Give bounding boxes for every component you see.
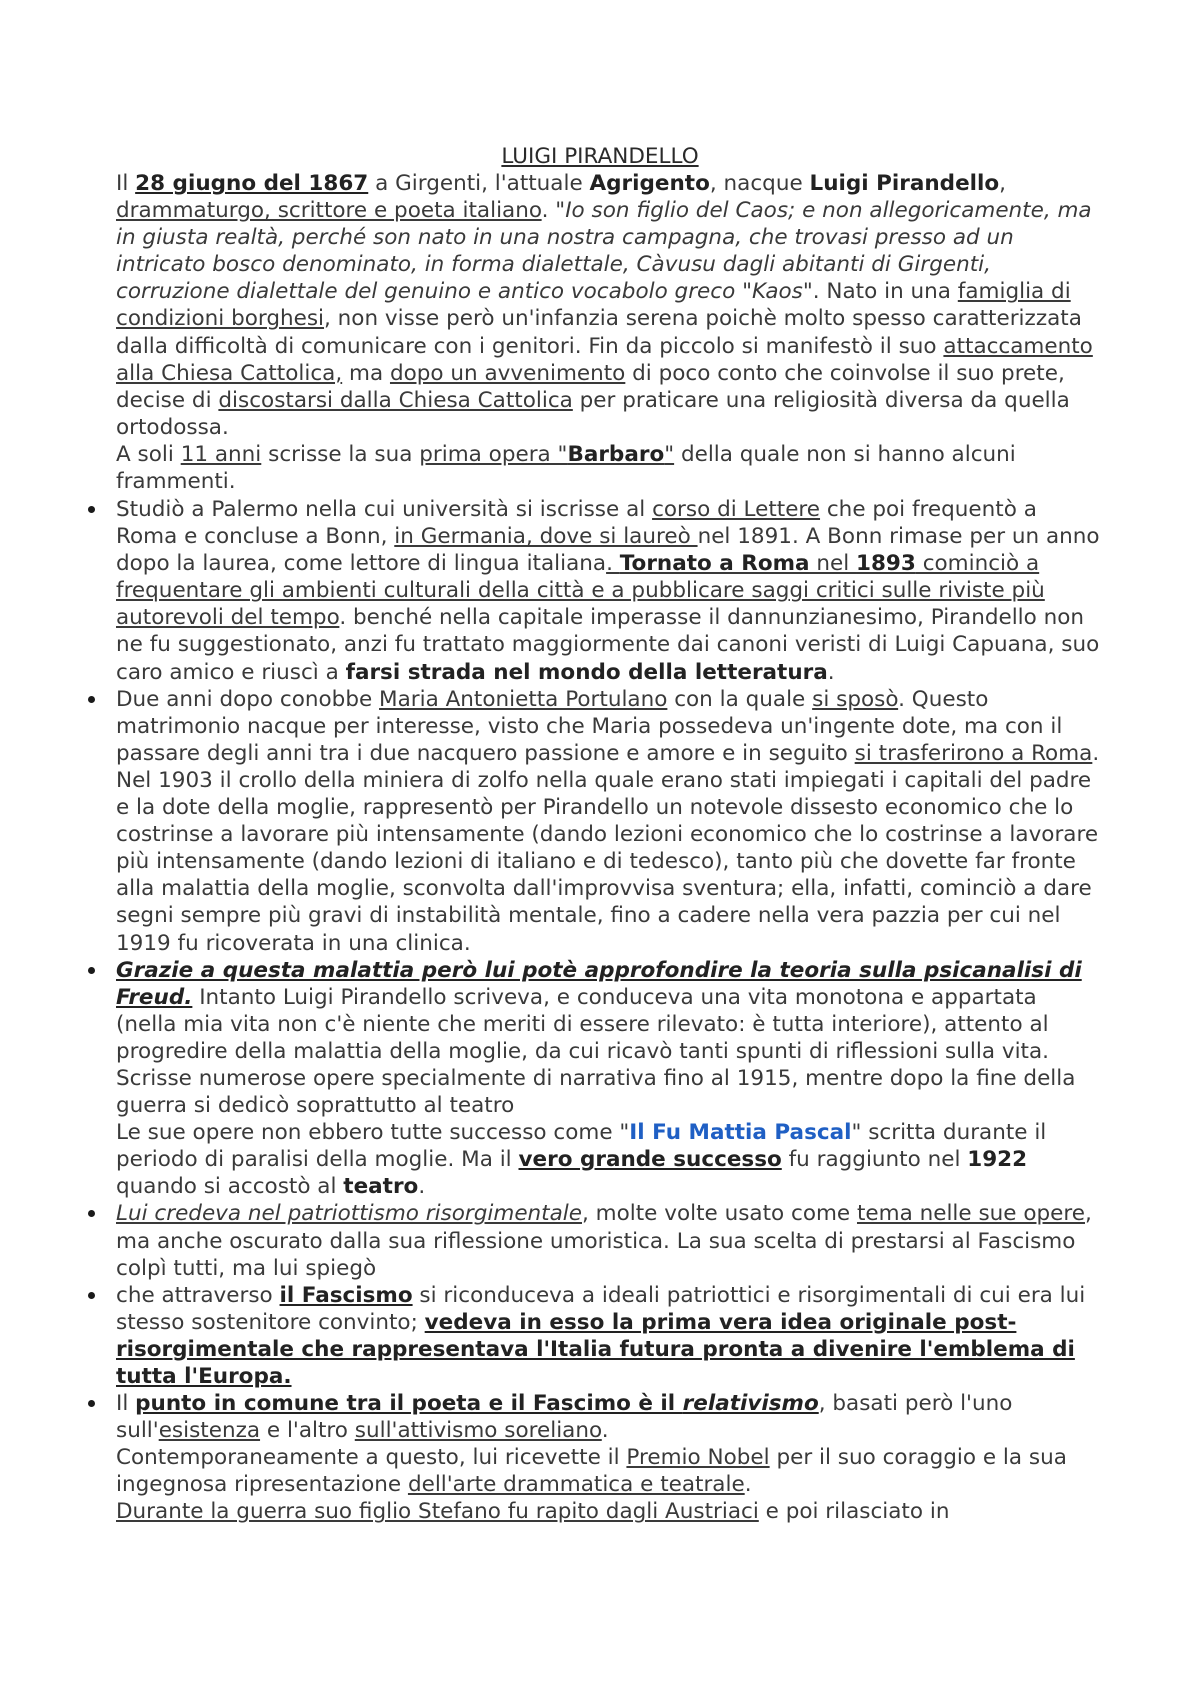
text: Due anni dopo conobbe bbox=[116, 686, 380, 712]
text: Contemporaneamente a questo, lui ricevette il bbox=[116, 1445, 627, 1471]
nobel-phrase: Premio Nobel bbox=[626, 1445, 770, 1471]
text: " scritta durante il periodo di paralisi della moglie. Ma il bbox=[116, 1120, 1047, 1173]
strada-phrase: farsi strada nel mondo della letteratura bbox=[345, 659, 828, 685]
text: A soli bbox=[116, 441, 181, 467]
text: . bbox=[744, 1472, 752, 1498]
text: Intanto Luigi Pirandello scriveva, e conduceva una vita monotona e appartata (nella mia vita non c'è niente che meriti di essere rilevato: è tutta interiore), attento al progredire della malattia della moglie, da cui ricavò tanti spunti di riflessioni sulla vita. Scrisse numerose opere specialmente di narrativa fino al 1915, mentre dopo la fine della guerra si dedicò soprattutto al teatro bbox=[116, 984, 1076, 1119]
rome-bold: Tornato a Roma bbox=[619, 551, 810, 577]
text: per il suo coraggio e la sua ingegnosa ripresentazione bbox=[116, 1445, 1067, 1498]
text: per praticare una religiosità diversa da quella ortodossa. bbox=[116, 387, 1070, 440]
list-continuation bbox=[116, 1119, 1102, 1200]
text: , molte volte usato come bbox=[582, 1201, 857, 1227]
text: quando si accostò al bbox=[116, 1174, 344, 1200]
text: scrisse la sua bbox=[261, 441, 420, 467]
list-item bbox=[116, 496, 1102, 686]
activism-phrase: sull'attivismo soreliano bbox=[354, 1418, 602, 1444]
text: fu raggiunto nel bbox=[781, 1147, 968, 1173]
idea-phrase: vedeva in esso la prima vera idea originale post-risorgimentale che rappresentava l'Italia futura pronta a divenire l'emblema di tutta l'Europa. bbox=[116, 1309, 1075, 1389]
text: . Nel 1903 il crollo della miniera di zolfo nella quale erano stati impiegati i capitali del padre e la dote della moglie, rappresentò per Pirandello un notevole dissesto economico che lo costrinse a lavorare più intensamente (dando lezioni economico che lo costrinse a lavorare più intensamente (dando lezioni di italiano e di tedesco), tanto più che dovette far fronte alla malattia della moglie, sconvolta dall'improvvisa sventura; ella, infatti, cominciò a dare segni sempre più gravi di instabilità mentale, fino a cadere nella vera pazzia per cui nel 1919 fu ricoverata in una clinica. bbox=[116, 740, 1100, 956]
list-item bbox=[116, 686, 1102, 957]
patriot-phrase: Lui credeva nel patriottismo risorgimentale bbox=[116, 1201, 582, 1227]
event-phrase: dopo un avvenimento bbox=[389, 360, 626, 386]
text: . bbox=[606, 551, 620, 577]
text: Studiò a Palermo nella cui università si iscrisse al bbox=[116, 497, 653, 522]
existence-word: esistenza bbox=[158, 1418, 261, 1444]
married-phrase: si sposò bbox=[812, 686, 899, 712]
theme-phrase: tema nelle sue opere bbox=[856, 1201, 1085, 1227]
detach-phrase: discostarsi dalla Chiesa Cattolica bbox=[218, 387, 573, 413]
page-title: LUIGI PIRANDELLO bbox=[501, 144, 699, 169]
teatro-word: teatro bbox=[343, 1174, 419, 1200]
bullet-list bbox=[116, 496, 1102, 1526]
quote-text: Io son figlio del Caos; e non allegoricamente, ma in giusta realtà, perché son nato in una nostra campagna, che trovasi presso ad un intricato bosco denominato, in forma dialettale, Càvusu dagli abitanti di Girgenti, corruzione dialettale del genuino e antico vocabolo greco bbox=[116, 198, 1092, 305]
freud-phrase: Grazie a questa malattia però lui potè approfondire la teoria sulla psicanalisi di Freud. bbox=[116, 957, 1082, 1010]
text: , bbox=[999, 171, 1007, 196]
text: nel 1891. A Bonn rimase per un anno dopo la laurea, come lettore di lingua italiana bbox=[116, 524, 1100, 577]
text: ma bbox=[342, 360, 390, 386]
text: " bbox=[735, 279, 752, 305]
fascism-phrase: il Fascismo bbox=[279, 1282, 413, 1308]
list-item bbox=[116, 1200, 1102, 1281]
war-phrase: Durante la guerra suo figlio Stefano fu rapito dagli Austriaci bbox=[116, 1499, 759, 1525]
kaos-word: Kaos bbox=[751, 279, 803, 305]
text: e l'altro bbox=[260, 1418, 355, 1444]
moved-phrase: si trasferirono a Roma bbox=[854, 740, 1093, 766]
text: , nacque bbox=[709, 171, 810, 196]
text: . benché nella capitale imperasse il dannunzianesimo, Pirandello non ne fu suggestionato, anzi fu trattato maggiormente dai canoni veristi di Luigi Capuana, suo caro amico e riuscì a bbox=[116, 605, 1100, 685]
text: della quale non si hanno alcuni frammenti. bbox=[116, 441, 1016, 495]
text: e poi rilasciato in bbox=[758, 1499, 950, 1525]
text: , basati però l'uno sull' bbox=[116, 1391, 1013, 1444]
text: , non visse però un'infanzia serena poichè molto spesso caratterizzata dalla difficoltà di comunicare con i genitori. Fin da piccolo si manifestò il suo bbox=[116, 306, 1082, 359]
author-roles: drammaturgo, scrittore e poeta italiano bbox=[116, 198, 542, 224]
list-item bbox=[116, 1282, 1102, 1390]
text: di poco conto che coinvolse il suo prete, decise di bbox=[116, 360, 1065, 413]
text: , ma anche oscurato dalla sua riflessione umoristica. La sua scelta di prestarsi al Fascismo colpì tutti, ma lui spiegò bbox=[116, 1201, 1092, 1281]
text: che poi frequentò a Roma e concluse a Bonn, bbox=[116, 497, 1037, 550]
barbaro-title: Barbaro bbox=[567, 441, 665, 467]
intro-paragraph bbox=[116, 170, 1102, 495]
text: che attraverso bbox=[116, 1282, 280, 1308]
first-work-phrase bbox=[419, 442, 674, 467]
city-name: Agrigento bbox=[589, 171, 710, 196]
text: . bbox=[601, 1418, 609, 1444]
author-name: Luigi Pirandello bbox=[809, 171, 1000, 196]
text: a Girgenti, l'attuale bbox=[368, 171, 590, 196]
text: prima opera " bbox=[419, 441, 568, 467]
text: . bbox=[418, 1174, 426, 1200]
text: Il bbox=[116, 171, 136, 196]
list-item bbox=[116, 957, 1102, 1120]
success-phrase: vero grande successo bbox=[518, 1147, 782, 1173]
text: Il bbox=[116, 1391, 136, 1417]
text: . Questo matrimonio nacque per interesse, visto che Maria possedeva un'ingente dote, ma con il passare degli anni tra i due nacquero passione e amore e in seguito bbox=[116, 686, 1063, 766]
church-phrase: attaccamento alla Chiesa Cattolica, bbox=[116, 333, 1093, 386]
family-phrase: famiglia di condizioni borghesi bbox=[116, 279, 1071, 332]
list-item bbox=[116, 1390, 1102, 1525]
year-1893: 1893 bbox=[856, 551, 916, 577]
germany-phrase: in Germania, dove si laureò bbox=[394, 524, 698, 550]
age-phrase: 11 anni bbox=[180, 441, 262, 467]
mattia-title: Il Fu Mattia Pascal bbox=[629, 1120, 852, 1146]
text: ". Nato in una bbox=[802, 279, 958, 305]
text: si riconduceva a ideali patriottici e risorgimentali di cui era lui stesso sostenitore convinto; bbox=[116, 1282, 1086, 1335]
text: . " bbox=[541, 198, 566, 224]
text: nel bbox=[809, 551, 857, 577]
art-phrase: dell'arte drammatica e teatrale bbox=[407, 1472, 745, 1498]
text: punto in comune tra il poeta e il Fascimo è il bbox=[135, 1391, 683, 1417]
text: con la quale bbox=[667, 686, 813, 712]
text: cominciò a frequentare gli ambienti culturali della città e a pubblicare saggi critici sulle riviste più autorevoli del tempo bbox=[116, 551, 1045, 631]
text: . bbox=[827, 659, 835, 685]
birth-date: 28 giugno del 1867 bbox=[135, 171, 369, 196]
text: " bbox=[664, 441, 675, 467]
course-phrase: corso di Lettere bbox=[652, 497, 821, 522]
year-1922: 1922 bbox=[967, 1147, 1028, 1173]
common-phrase bbox=[135, 1391, 819, 1416]
text: Le sue opere non ebbero tutte successo come " bbox=[116, 1120, 630, 1146]
wife-name: Maria Antonietta Portulano bbox=[379, 686, 668, 712]
relativism-word: relativismo bbox=[682, 1391, 819, 1417]
